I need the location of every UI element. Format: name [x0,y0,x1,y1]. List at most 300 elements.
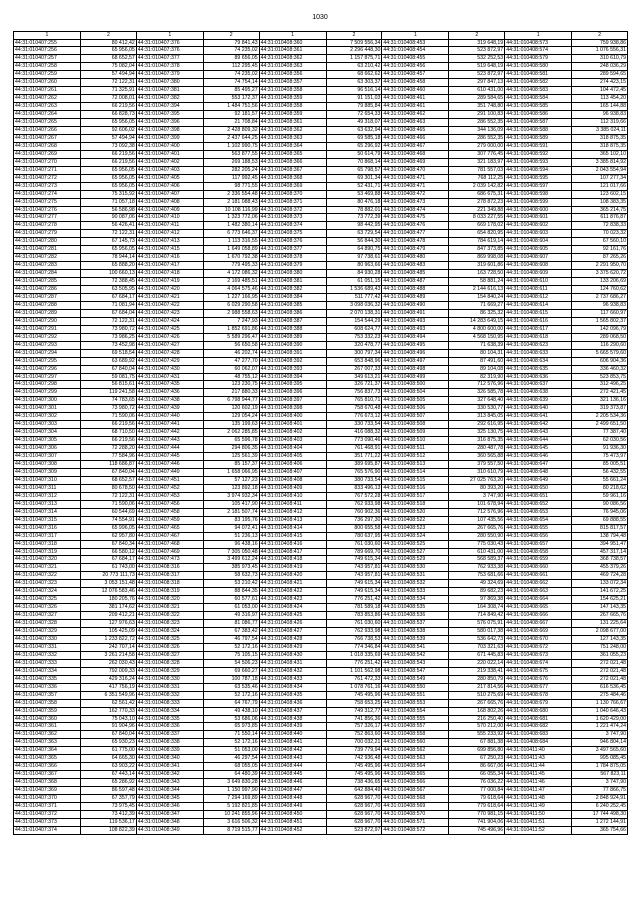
cadastral-number-cell: 44:31:010408:655 [505,524,572,532]
cadastral-value-cell: 62 561,42 [81,699,137,707]
cadastral-number-cell: 44:31:010407:267 [14,134,81,142]
cadastral-number-cell: 44:31:010408:623 [505,341,572,349]
cadastral-value-cell: 654 820,95 [449,230,505,238]
table-row [14,278,628,286]
cadastral-value-cell: 739 779,94 [326,747,382,755]
cadastral-number-cell: 44:31:010408:347 [136,810,203,818]
cadastral-number-cell: 44:31:010408:431 [259,659,326,667]
cadastral-value-cell: 7 305 050,48 [203,548,259,556]
cadastral-number-cell: 44:31:010408:585 [505,103,572,111]
cadastral-value-cell: 5 192 821,85 [203,803,259,811]
cadastral-value-cell: 280 850,79 [449,675,505,683]
cadastral-number-cell: 44:31:010407:419 [136,278,203,286]
cadastral-value-cell: 7 509 556,34 [326,39,382,47]
cadastral-number-cell: 44:31:010408:570 [382,810,449,818]
cadastral-number-cell: 44:31:010407:446 [136,461,203,469]
cadastral-value-cell: 553 172,37 [203,95,259,103]
cadastral-number-cell: 44:31:010407:268 [14,142,81,150]
cadastral-number-cell: 44:31:010407:290 [14,317,81,325]
cadastral-value-cell: 833 496,13 [326,484,382,492]
cadastral-value-cell: 62 030,56 [572,437,628,445]
cadastral-number-cell: 44:31:010408:517 [382,492,449,500]
cadastral-number-cell: 44:31:010408:530 [382,564,449,572]
cadastral-number-cell: 44:31:010408:384 [259,294,326,302]
cadastral-value-cell: 3 747,90 [572,779,628,787]
cadastral-value-cell: 65 973,85 [203,723,259,731]
table-row [14,222,628,230]
cadastral-value-cell: 3 616 506,32 [203,818,259,826]
cadastral-number-cell: 44:31:010408:337 [136,731,203,739]
cadastral-number-cell: 44:31:010407:323 [14,580,81,588]
cadastral-number-cell: 44:31:010408:610 [505,278,572,286]
cadastral-value-cell: 1 157 875,71 [326,55,382,63]
cadastral-value-cell: 4 568 150,95 [449,333,505,341]
cadastral-value-cell: 91 904,96 [81,723,137,731]
cadastral-value-cell: 47 277,70 [203,357,259,365]
cadastral-value-cell: 73 452,98 [81,341,137,349]
cadastral-value-cell: 65 956,05 [81,119,137,127]
cadastral-value-cell: 66 219,56 [81,437,137,445]
cadastral-value-cell: 768 112,25 [449,174,505,182]
cadastral-value-cell: 767 572,28 [326,492,382,500]
column-header: 1 [259,32,326,40]
cadastral-value-cell: 2 098 677,00 [572,628,628,636]
table-row [14,723,628,731]
cadastral-number-cell: 44:31:010407:328 [14,620,81,628]
cadastral-number-cell: 44:31:010408:661 [505,572,572,580]
cadastral-number-cell: 44:31:010408:416 [259,540,326,548]
cadastral-value-cell: 91 151,03 [326,95,382,103]
cadastral-value-cell: 65 596,78 [203,437,259,445]
cadastral-number-cell: 44:31:010407:273 [14,182,81,190]
cadastral-number-cell: 44:31:010407:468 [136,540,203,548]
cadastral-number-cell: 44:31:010408:418 [259,556,326,564]
cadastral-number-cell: 44:31:010408:635 [505,365,572,373]
cadastral-number-cell: 44:31:010408:563 [382,755,449,763]
cadastral-value-cell: 297 847,13 [449,79,505,87]
cadastral-value-cell: 869 998,08 [449,254,505,262]
cadastral-value-cell: 71 590,06 [81,413,137,421]
cadastral-number-cell: 44:31:010408:316 [136,564,203,572]
cadastral-number-cell: 44:31:010408:591 [505,142,572,150]
cadastral-number-cell: 44:31:010408:569 [382,803,449,811]
cadastral-value-cell: 1 221 474,24 [572,723,628,731]
table-row [14,810,628,818]
cadastral-value-cell: 2 039 142,82 [449,182,505,190]
cadastral-value-cell: 307 776,45 [449,150,505,158]
cadastral-number-cell: 44:31:010408:490 [382,301,449,309]
cadastral-value-cell: 67 684,17 [81,294,137,302]
table-row [14,421,628,429]
table-row [14,413,628,421]
table-row [14,150,628,158]
cadastral-value-cell: 80 393,20 [449,484,505,492]
cadastral-value-cell: 361 055,23 [572,651,628,659]
cadastral-number-cell: 44:31:010408:420 [259,572,326,580]
cadastral-value-cell: 71 325,91 [81,87,137,95]
cadastral-value-cell: 2 144 616,13 [449,286,505,294]
cadastral-number-cell: 44:31:010408:401 [259,421,326,429]
cadastral-number-cell: 44:31:010408:611 [505,286,572,294]
cadastral-number-cell: 44:31:010408:637 [505,381,572,389]
cadastral-value-cell: 555 233,92 [449,731,505,739]
cadastral-value-cell: 3 974 932,34 [203,492,259,500]
cadastral-number-cell: 44:31:010408:400 [259,413,326,421]
cadastral-number-cell: 44:31:010408:441 [259,739,326,747]
table-row [14,468,628,476]
cadastral-number-cell: 44:31:010408:672 [505,643,572,651]
cadastral-value-cell: 282 205,24 [203,166,259,174]
cadastral-number-cell: 44:31:010407:321 [14,564,81,572]
cadastral-number-cell: 44:31:010408:343 [136,779,203,787]
cadastral-value-cell: 67 840,04 [81,731,137,739]
cadastral-value-cell: 89 104,08 [449,365,505,373]
cadastral-number-cell: 44:31:010407:394 [136,103,203,111]
cadastral-number-cell: 44:31:010408:571 [382,818,449,826]
cadastral-value-cell: 2 296 448,30 [326,47,382,55]
cadastral-number-cell: 44:31:010408:406 [259,461,326,469]
cadastral-number-cell: 44:31:010408:415 [259,532,326,540]
cadastral-number-cell: 44:31:010408:649 [505,476,572,484]
cadastral-value-cell: 61 775,00 [81,747,137,755]
cadastral-value-cell: 2 181 507,74 [203,508,259,516]
cadastral-value-cell: 380 733,54 [326,476,382,484]
cadastral-value-cell: 97 869,38 [449,596,505,604]
cadastral-number-cell: 44:31:010408:405 [259,453,326,461]
cadastral-value-cell: 104 472,45 [572,87,628,95]
table-row [14,612,628,620]
cadastral-value-cell: 49 438,10 [203,707,259,715]
cadastral-number-cell: 44:31:010407:399 [136,134,203,142]
cadastral-number-cell: 44:31:010408:412 [259,508,326,516]
cadastral-number-cell: 44:31:010408:485 [382,270,449,278]
cadastral-value-cell: 2 988 558,63 [203,309,259,317]
cadastral-number-cell: 44:31:010408:371 [259,198,326,206]
cadastral-value-cell: 86 325,32 [449,309,505,317]
cadastral-value-cell: 59 081,75 [81,373,137,381]
cadastral-value-cell: 65 956,05 [81,246,137,254]
cadastral-number-cell: 44:31:010408:682 [505,723,572,731]
table-row [14,516,628,524]
cadastral-number-cell: 44:31:010407:357 [14,691,81,699]
table-row [14,564,628,572]
cadastral-value-cell: 77 584,96 [81,453,137,461]
cadastral-value-cell: 946 804,14 [572,739,628,747]
cadastral-number-cell: 44:31:010407:336 [14,683,81,691]
cadastral-value-cell: 80 476,18 [326,198,382,206]
cadastral-number-cell: 44:31:010407:264 [14,111,81,119]
cadastral-value-cell: 84 930,28 [326,270,382,278]
table-row [14,79,628,87]
cadastral-value-cell: 112 295,45 [203,63,259,71]
cadastral-number-cell: 44:31:010408:436 [259,699,326,707]
cadastral-value-cell: 267 665,76 [449,699,505,707]
cadastral-number-cell: 44:31:010407:438 [136,397,203,405]
cadastral-number-cell: 44:31:010408:391 [259,349,326,357]
cadastral-value-cell: 320 478,77 [326,341,382,349]
cadastral-number-cell: 44:31:010408:404 [259,445,326,453]
cadastral-number-cell: 44:31:010408:433 [259,675,326,683]
cadastral-value-cell: 762 933,38 [449,564,505,572]
cadastral-number-cell: 44:31:010407:379 [136,71,203,79]
cadastral-value-cell: 761 472,33 [326,675,382,683]
cadastral-number-cell: 44:31:010408:409 [259,484,326,492]
cadastral-number-cell: 44:31:010408:603 [505,230,572,238]
cadastral-value-cell: 289 068,50 [572,333,628,341]
cadastral-value-cell: 63 689,92 [81,357,137,365]
cadastral-number-cell: 44:31:010408:365 [259,150,326,158]
cadastral-value-cell: 712 576,96 [449,381,505,389]
cadastral-value-cell: 71 669,27 [449,301,505,309]
cadastral-value-cell: 743 957,81 [326,572,382,580]
cadastral-value-cell: 51 236,13 [203,532,259,540]
table-row [14,771,628,779]
column-header: 2 [203,32,259,40]
cadastral-number-cell: 44:31:010407:445 [136,453,203,461]
cadastral-value-cell: 71 590,06 [81,500,137,508]
cadastral-number-cell: 44:31:010407:310 [14,476,81,484]
cadastral-number-cell: 44:31:010407:296 [14,365,81,373]
cadastral-number-cell: 44:31:010408:392 [259,357,326,365]
cadastral-value-cell: 154 840,24 [449,294,505,302]
cadastral-number-cell: 44:31:010408:472 [382,190,449,198]
cadastral-number-cell: 44:31:010408:554 [382,707,449,715]
cadastral-value-cell: 3 385 814,92 [572,158,628,166]
cadastral-value-cell: 108 383,35 [572,198,628,206]
cadastral-value-cell: 781 589,18 [326,604,382,612]
cadastral-value-cell: 52 172,16 [203,691,259,699]
cadastral-number-cell: 44:31:010408:367 [259,166,326,174]
cadastral-number-cell: 44:31:010408:564 [382,763,449,771]
cadastral-number-cell: 44:31:010408:374 [259,222,326,230]
cadastral-value-cell: 105 417,90 [203,500,259,508]
cadastral-number-cell: 44:31:010408:680 [505,707,572,715]
table-row [14,826,628,834]
cadastral-number-cell: 44:31:010407:317 [14,532,81,540]
cadastral-value-cell: 65 798,57 [326,166,382,174]
cadastral-number-cell: 44:31:010407:324 [14,588,81,596]
cadastral-number-cell: 44:31:010407:287 [14,294,81,302]
cadastral-value-cell: 761 030,60 [326,540,382,548]
cadastral-number-cell: 44:31:010408:493 [382,325,449,333]
cadastral-value-cell: 745 495,96 [326,771,382,779]
cadastral-value-cell: 67 840,04 [81,365,137,373]
cadastral-number-cell: 44:31:010407:415 [136,246,203,254]
cadastral-value-cell: 154 625,21 [572,596,628,604]
cadastral-value-cell: 77 387,40 [572,429,628,437]
cadastral-value-cell: 272 421,45 [572,389,628,397]
table-row [14,126,628,134]
cadastral-value-cell: 745 495,96 [326,763,382,771]
cadastral-number-cell: 44:31:010408:357 [259,79,326,87]
cadastral-number-cell: 44:31:010407:318 [14,540,81,548]
cadastral-number-cell: 44:31:010408:467 [382,142,449,150]
table-row [14,524,628,532]
cadastral-value-cell: 61 053,00 [203,604,259,612]
cadastral-number-cell: 44:31:010408:634 [505,357,572,365]
cadastral-number-cell: 44:31:010408:601 [505,214,572,222]
cadastral-number-cell: 44:31:010407:289 [14,309,81,317]
cadastral-value-cell: 416 088,32 [326,429,382,437]
cadastral-value-cell: 1 040 646,43 [572,707,628,715]
cadastral-number-cell: 44:31:010408:458 [382,79,449,87]
cadastral-value-cell: 61 051,15 [326,278,382,286]
cadastral-number-cell: 44:31:010408:659 [505,556,572,564]
cadastral-value-cell: 580 017,38 [449,628,505,636]
cadastral-number-cell: 44:31:010408:429 [259,643,326,651]
cadastral-number-cell: 44:31:010408:657 [505,540,572,548]
cadastral-number-cell: 44:31:010411:40 [505,747,572,755]
cadastral-value-cell: 80 104,31 [449,349,505,357]
cadastral-value-cell: 71 638,39 [449,341,505,349]
cadastral-value-cell: 6 351 549,96 [81,691,137,699]
cadastral-number-cell: 44:31:010408:379 [259,262,326,270]
cadastral-number-cell: 44:31:010408:495 [382,341,449,349]
cadastral-number-cell: 44:31:010408:370 [259,190,326,198]
cadastral-value-cell: 52 431,71 [326,182,382,190]
cadastral-number-cell: 44:31:010408:557 [382,723,449,731]
cadastral-number-cell: 44:31:010407:288 [14,301,81,309]
cadastral-number-cell: 44:31:010408:483 [382,262,449,270]
cadastral-number-cell: 44:31:010408:488 [382,286,449,294]
cadastral-value-cell: 64 767,79 [203,699,259,707]
table-row [14,707,628,715]
cadastral-value-cell: 68 710,50 [81,429,137,437]
cadastral-value-cell: 753 681,66 [449,572,505,580]
cadastral-value-cell: 67 684,04 [81,309,137,317]
cadastral-value-cell: 131 225,64 [572,620,628,628]
cadastral-value-cell: 368 738,57 [572,556,628,564]
cadastral-number-cell: 44:31:010408:389 [259,333,326,341]
cadastral-value-cell: 65 930,23 [81,739,137,747]
cadastral-number-cell: 44:31:010408:437 [259,707,326,715]
cadastral-value-cell: 67 881,38 [449,739,505,747]
cadastral-number-cell: 44:31:010407:377 [136,55,203,63]
cadastral-number-cell: 44:31:010407:266 [14,126,81,134]
cadastral-value-cell: 96 516,14 [326,87,382,95]
cadastral-number-cell: 44:31:010408:333 [136,699,203,707]
cadastral-number-cell: 44:31:010408:638 [505,389,572,397]
cadastral-value-cell: 67 383,42 [203,628,259,636]
cadastral-number-cell: 44:31:010408:614 [505,301,572,309]
table-row [14,453,628,461]
cadastral-number-cell: 44:31:010408:683 [505,731,572,739]
cadastral-number-cell: 44:31:010407:277 [14,214,81,222]
cadastral-value-cell: 267 007,33 [326,365,382,373]
cadastral-value-cell: 63 632,94 [326,126,382,134]
table-row [14,747,628,755]
cadastral-value-cell: 88 844,35 [203,588,259,596]
table-row [14,548,628,556]
table-row [14,715,628,723]
cadastral-value-cell: 53 210,42 [203,580,259,588]
cadastral-value-cell: 60 544,69 [81,508,137,516]
cadastral-number-cell: 44:31:010407:473 [136,556,203,564]
cadastral-value-cell: 286 552,35 [449,134,505,142]
cadastral-number-cell: 44:31:010408:663 [505,588,572,596]
cadastral-number-cell: 44:31:010407:291 [14,325,81,333]
table-row [14,755,628,763]
cadastral-value-cell: 66 219,56 [81,103,137,111]
cadastral-value-cell: 64 890,75 [326,246,382,254]
cadastral-number-cell: 44:31:010407:413 [136,238,203,246]
cadastral-number-cell: 44:31:010408:536 [382,612,449,620]
table-row [14,301,628,309]
cadastral-number-cell: 44:31:010407:295 [14,357,81,365]
cadastral-number-cell: 44:31:010408:387 [259,317,326,325]
cadastral-number-cell: 44:31:010408:426 [259,620,326,628]
cadastral-number-cell: 44:31:010407:334 [14,667,81,675]
cadastral-number-cell: 44:31:010407:259 [14,71,81,79]
cadastral-value-cell: 2 062 285,85 [203,429,259,437]
cadastral-number-cell: 44:31:010407:469 [136,548,203,556]
cadastral-value-cell: 669 178,02 [449,222,505,230]
table-row [14,309,628,317]
cadastral-number-cell: 44:31:010408:640 [505,405,572,413]
cadastral-value-cell: 616 536,45 [572,683,628,691]
cadastral-value-cell: 1 484 751,56 [203,103,259,111]
cadastral-value-cell: 703 321,63 [449,643,505,651]
cadastral-number-cell: 44:31:010407:408 [136,198,203,206]
cadastral-value-cell: 2 070 138,31 [326,309,382,317]
cadastral-value-cell: 90 087,06 [81,214,137,222]
cadastral-number-cell: 44:31:010408:584 [505,95,572,103]
cadastral-value-cell: 76 036,22 [449,779,505,787]
cadastral-number-cell: 44:31:010408:504 [382,389,449,397]
cadastral-number-cell: 44:31:010408:403 [259,437,326,445]
table-row [14,142,628,150]
table-row [14,270,628,278]
cadastral-value-cell: 1 150 997,90 [203,787,259,795]
cadastral-number-cell: 44:31:010407:330 [14,635,81,643]
cadastral-number-cell: 44:31:010408:674 [505,659,572,667]
cadastral-value-cell: 753 332,23 [326,333,382,341]
cadastral-number-cell: 44:31:010408:322 [136,612,203,620]
cadastral-number-cell: 44:31:010408:356 [259,71,326,79]
cadastral-number-cell: 44:31:010408:449 [259,803,326,811]
cadastral-value-cell: 1 670 792,38 [203,254,259,262]
table-row [14,317,628,325]
cadastral-value-cell: 63 535,46 [203,683,259,691]
cadastral-number-cell: 44:31:010407:456 [136,500,203,508]
cadastral-value-cell: 55 661,24 [572,476,628,484]
cadastral-number-cell: 44:31:010408:514 [382,468,449,476]
cadastral-number-cell: 44:31:010407:420 [136,286,203,294]
cadastral-value-cell: 119 536,17 [81,818,137,826]
column-header: 1 [14,32,81,40]
cadastral-number-cell: 44:31:010408:425 [259,612,326,620]
cadastral-number-cell: 44:31:010407:292 [14,333,81,341]
cadastral-number-cell: 44:31:010408:487 [382,278,449,286]
cadastral-value-cell: 63 303,37 [326,79,382,87]
cadastral-value-cell: 995 085,45 [572,755,628,763]
cadastral-number-cell: 44:31:010408:541 [382,643,449,651]
cadastral-value-cell: 457 317,14 [572,548,628,556]
cadastral-number-cell: 44:31:010407:398 [136,126,203,134]
cadastral-number-cell: 44:31:010408:513 [382,461,449,469]
cadastral-value-cell: 760 902,36 [326,508,382,516]
cadastral-value-cell: 3 747,90 [572,731,628,739]
cadastral-value-cell: 164 308,74 [449,604,505,612]
cadastral-value-cell: 219 338,41 [449,667,505,675]
cadastral-value-cell: 318 875,35 [572,142,628,150]
table-row [14,445,628,453]
cadastral-value-cell: 100 787,18 [203,675,259,683]
cadastral-number-cell: 44:31:010407:303 [14,421,81,429]
cadastral-value-cell: 714 849,42 [449,612,505,620]
cadastral-value-cell: 745 496,96 [449,826,505,834]
cadastral-number-cell: 44:31:010407:293 [14,341,81,349]
